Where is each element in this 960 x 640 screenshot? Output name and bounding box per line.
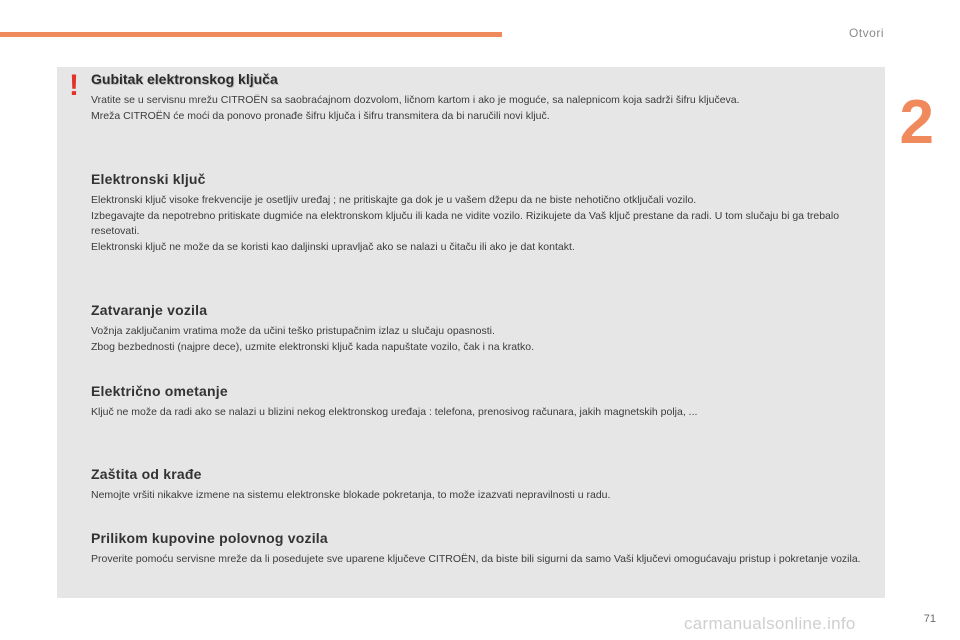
warning-title: Gubitak elektronskog ključa — [91, 71, 278, 87]
section-line: Ključ ne može da radi ako se nalazi u blizini nekog elektronskog uređaja : telefona, prenosivog računara, jakih magnetskih polja, ... — [91, 406, 698, 418]
section-heading: Električno ometanje — [91, 383, 228, 399]
chapter-number: 2 — [899, 88, 934, 157]
exclamation-icon: ! — [69, 69, 79, 102]
section-electronic-key — [91, 171, 863, 255]
section-line: Nemojte vršiti nikakve izmene na sistemu elektronske blokade pokretanja, to može izazvati nepravilnosti u radu. — [91, 489, 611, 501]
section-heading: Elektronski ključ — [91, 171, 206, 187]
section-line: Zbog bezbednosti (najpre dece), uzmite elektronski ključ kada napuštate vozilo, čak i na kratko. — [91, 340, 534, 353]
warning-line: Vratite se u servisnu mrežu CITROËN sa saobraćajnom dozvolom, ličnom kartom i ako je moguće, sa nalepnicom koja sadrži šifru ključeva. — [91, 94, 740, 106]
section-line: Vožnja zaključanim vratima može da učini teško pristupačnim izlaz u slučaju opasnosti. — [91, 325, 495, 337]
section-used-vehicle — [91, 530, 863, 568]
section-heading: Prilikom kupovine polovnog vozila — [91, 530, 328, 546]
page-number: 71 — [923, 613, 936, 625]
section-heading: Zatvaranje vozila — [91, 302, 208, 318]
section-line: Izbegavajte da nepotrebno pritiskate dugmiće na elektronskom ključu ili kada ne vidite vozilo. Rizikujete da Vaš ključ prestane da radi. U tom slučaju bi ga trebalo resetovati. — [91, 209, 840, 237]
watermark: carmanualsonline.info — [684, 614, 856, 633]
section-locking — [91, 302, 863, 355]
section-heading: Zaštita od krađe — [91, 466, 202, 482]
section-interference — [91, 383, 863, 421]
content-panel — [57, 67, 885, 598]
section-line: Proverite pomoću servisne mreže da li posedujete sve uparene ključeve CITROËN, da biste bili sigurni da samo Vaši ključevi omogućavaju pristup i pokretanje vozila. — [91, 553, 861, 565]
section-theft-protection — [91, 466, 863, 504]
warning-block — [91, 71, 863, 124]
warning-line: Mreža CITROËN će moći da ponovo pronađe šifru ključa i šifru transmitera da bi naručili novi ključ. — [91, 109, 550, 122]
section-line: Elektronski ključ visoke frekvencije je osetljiv uređaj ; ne pritiskajte ga dok je u vašem džepu da ne biste nehotično otključali vozilo. — [91, 194, 697, 206]
section-title: Otvori — [848, 26, 884, 40]
section-line: Elektronski ključ ne može da se koristi kao daljinski upravljač ako se nalazi u čitaču ili ako je dat kontakt. — [91, 240, 575, 253]
header-accent-bar — [0, 32, 502, 37]
